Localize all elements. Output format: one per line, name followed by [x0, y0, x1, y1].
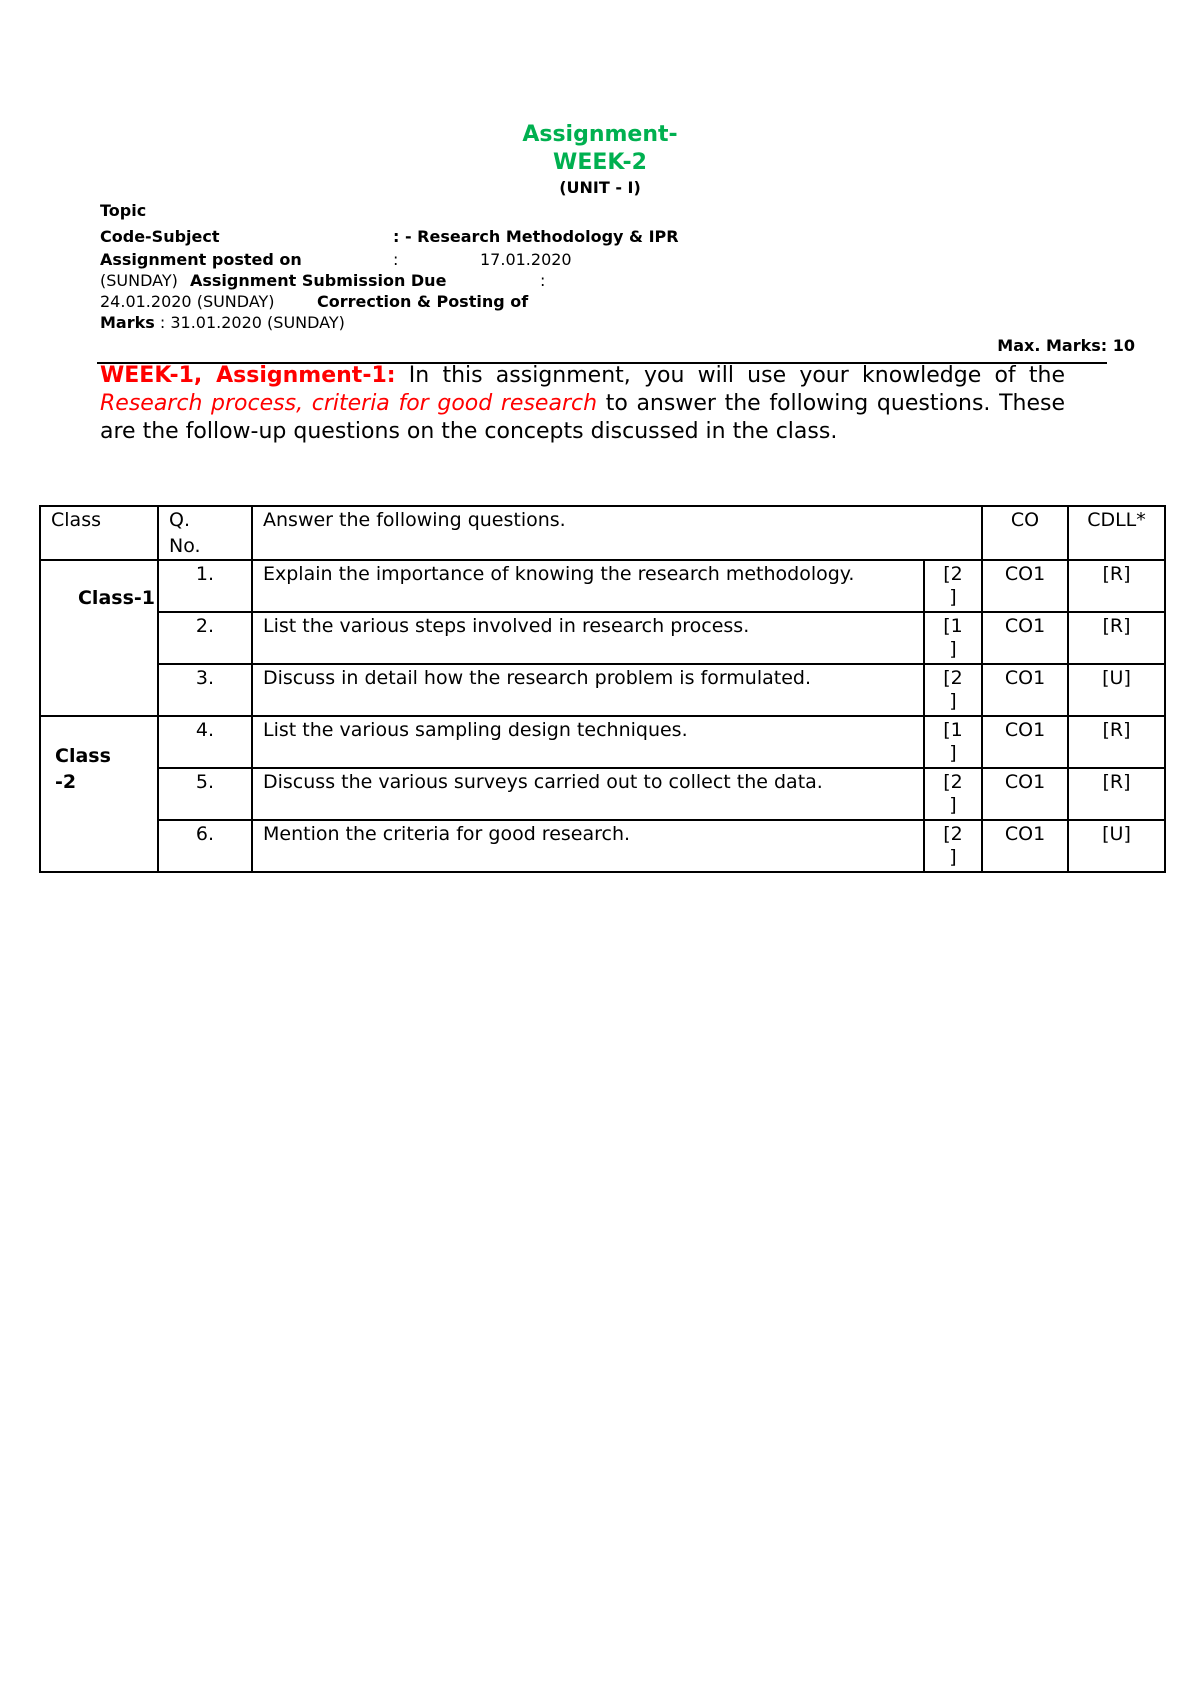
intro-text-1: In this assignment, you will use your knowledge of the [395, 363, 1066, 388]
intro-paragraph [100, 362, 1065, 446]
max-marks: Max. Marks: 10 [997, 336, 1135, 355]
submission-label: Assignment Submission Due [190, 271, 447, 290]
title-line-1: Assignment- [522, 122, 678, 147]
question-marks [924, 716, 982, 768]
question-co: CO1 [982, 664, 1068, 716]
posted-date: 17.01.2020 [480, 250, 572, 269]
title-line-2: WEEK-2 [553, 150, 647, 175]
marks-row [100, 312, 345, 334]
question-marks [924, 560, 982, 612]
question-text: Discuss in detail how the research problem is formulated. [252, 664, 924, 716]
marks-top: [1 [943, 719, 963, 741]
marks-bottom: ] [949, 638, 957, 660]
header-question: Answer the following questions. [252, 506, 982, 560]
intro-lead: WEEK-1, Assignment-1: [100, 363, 396, 388]
code-subject-row [100, 226, 220, 248]
header-class: Class [40, 506, 158, 560]
question-text: List the various sampling design techniques. [252, 716, 924, 768]
unit-label: (UNIT - I) [559, 178, 641, 197]
posted-day: (SUNDAY) [100, 271, 178, 290]
class-2-label [40, 716, 158, 872]
marks-top: [2 [943, 667, 963, 689]
class-2-line1: Class [55, 745, 111, 767]
posted-label: Assignment posted on [100, 250, 302, 269]
question-number: 2. [158, 612, 252, 664]
question-co: CO1 [982, 820, 1068, 872]
intro-highlight: Research process, criteria for good research [100, 391, 598, 416]
marks-bottom: ] [949, 846, 957, 868]
marks-top: [2 [943, 563, 963, 585]
question-cdll: [R] [1068, 768, 1165, 820]
header-co: CO [982, 506, 1068, 560]
question-cdll: [R] [1068, 716, 1165, 768]
table-row [40, 768, 1165, 820]
correction-label: Correction & Posting of [317, 292, 529, 311]
question-text: Explain the importance of knowing the research methodology. [252, 560, 924, 612]
question-text: Discuss the various surveys carried out to collect the data. [252, 768, 924, 820]
header-qno-line1: Q. [169, 509, 190, 531]
question-number: 1. [158, 560, 252, 612]
question-cdll: [U] [1068, 820, 1165, 872]
table-row [40, 560, 1165, 612]
marks-top: [2 [943, 771, 963, 793]
marks-top: [1 [943, 615, 963, 637]
question-marks [924, 612, 982, 664]
table-row [40, 716, 1165, 768]
code-subject-label: Code-Subject [100, 227, 220, 246]
question-cdll: [R] [1068, 560, 1165, 612]
question-cdll: [R] [1068, 612, 1165, 664]
header-qno-line2: No. [169, 535, 201, 557]
marks-bottom: ] [949, 586, 957, 608]
question-number: 6. [158, 820, 252, 872]
header-qno [158, 506, 252, 560]
marks-date: : 31.01.2020 (SUNDAY) [159, 313, 345, 332]
question-text: List the various steps involved in research process. [252, 612, 924, 664]
code-subject-value: : - Research Methodology & IPR [393, 227, 679, 246]
marks-top: [2 [943, 823, 963, 845]
question-co: CO1 [982, 560, 1068, 612]
topic-label: Topic [100, 201, 147, 220]
header-cdll: CDLL* [1068, 506, 1165, 560]
question-marks [924, 820, 982, 872]
question-cdll: [U] [1068, 664, 1165, 716]
table-row [40, 664, 1165, 716]
question-co: CO1 [982, 768, 1068, 820]
question-number: 3. [158, 664, 252, 716]
class-1-text: Class-1 [77, 587, 155, 609]
submission-date: 24.01.2020 (SUNDAY) [100, 292, 275, 311]
marks-bottom: ] [949, 742, 957, 764]
question-number: 4. [158, 716, 252, 768]
question-co: CO1 [982, 612, 1068, 664]
class-1-label [40, 560, 158, 716]
class-2-line2: -2 [55, 771, 77, 793]
question-marks [924, 768, 982, 820]
intro-text-2: to answer the following questions. These are the follow-up questions on the concepts discussed in the class. [100, 391, 1065, 444]
marks-bottom: ] [949, 794, 957, 816]
table-row [40, 612, 1165, 664]
marks-bottom: ] [949, 690, 957, 712]
question-co: CO1 [982, 716, 1068, 768]
submission-colon: : [540, 271, 546, 290]
questions-table [39, 505, 1166, 873]
posted-colon: : [393, 250, 399, 269]
question-marks [924, 664, 982, 716]
question-number: 5. [158, 768, 252, 820]
table-header-row [40, 506, 1165, 560]
question-text: Mention the criteria for good research. [252, 820, 924, 872]
marks-label: Marks [100, 313, 155, 332]
table-row [40, 820, 1165, 872]
